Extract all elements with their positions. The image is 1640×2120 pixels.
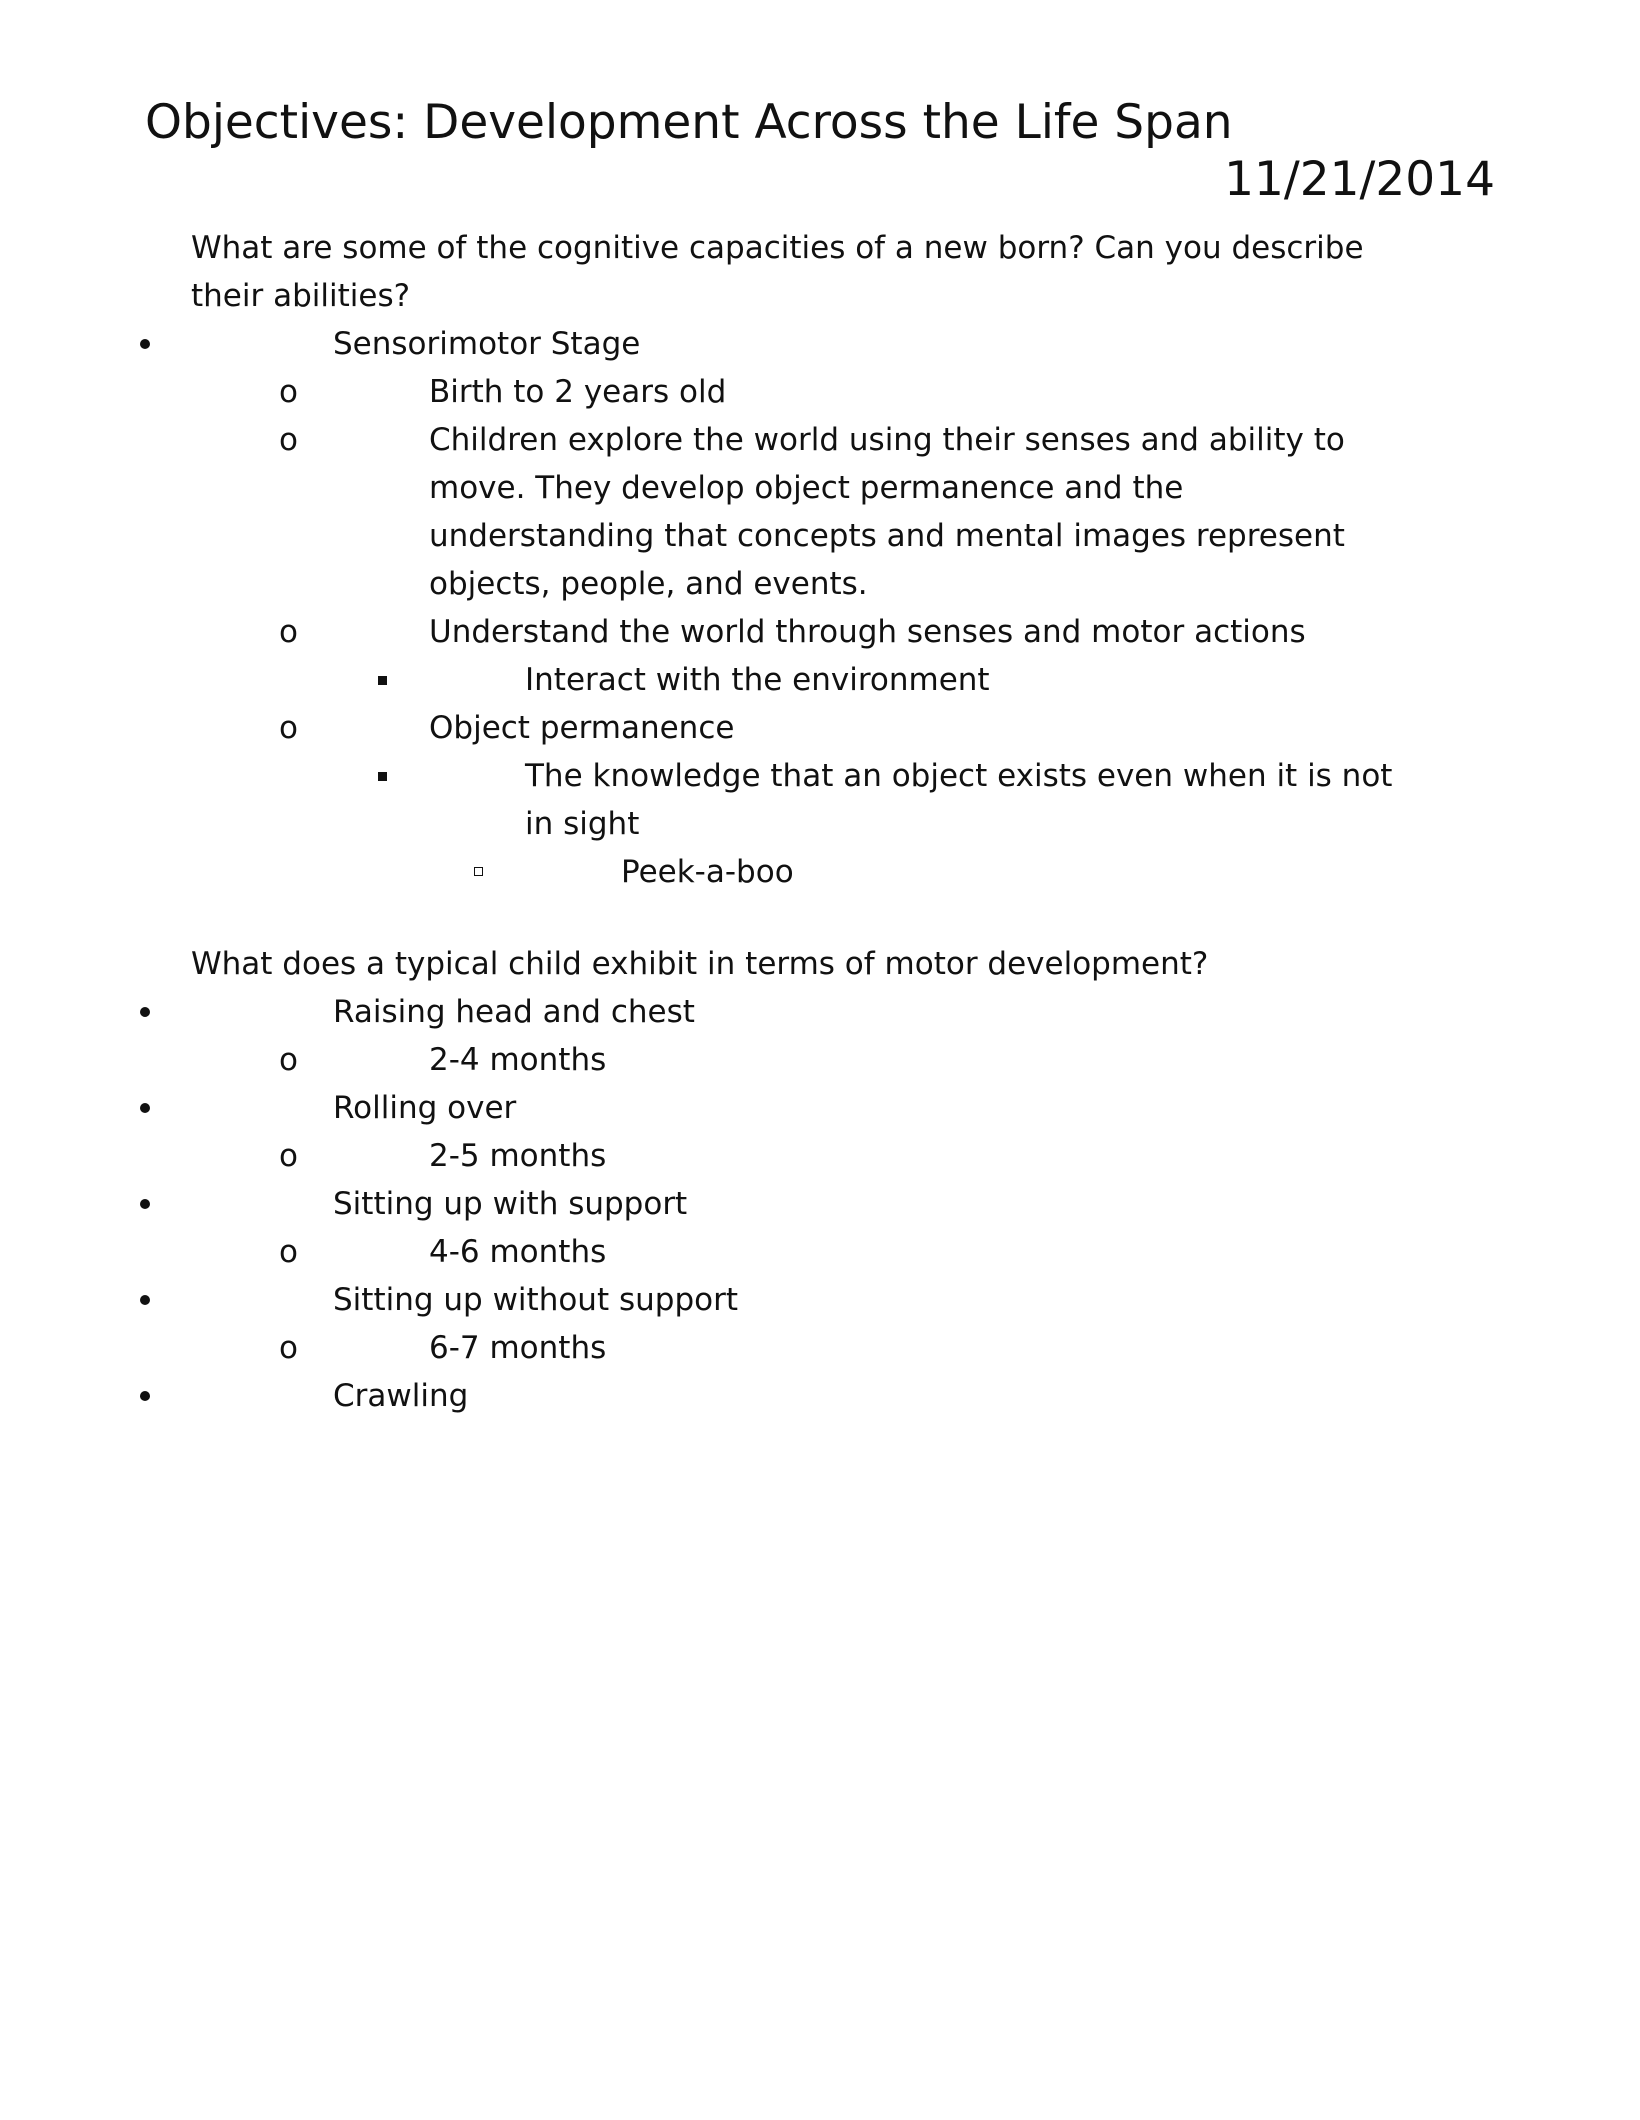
list-item-understand-world	[279, 608, 1451, 704]
understand-sublist	[429, 656, 1451, 704]
list-item-label: 4-6 months	[429, 1234, 607, 1270]
list-item-object-permanence	[279, 704, 1451, 896]
age-sublist	[279, 1324, 1451, 1372]
motor-list	[191, 988, 1451, 1420]
bullet-circle-icon: o	[279, 614, 298, 650]
list-item-sitting-support	[191, 1180, 1451, 1276]
section-motor	[191, 940, 1451, 1420]
list-item-label: 6-7 months	[429, 1330, 607, 1366]
bullet-circle-icon: o	[279, 1042, 298, 1078]
list-item-label: 2-4 months	[429, 1042, 607, 1078]
bullet-dot-icon	[140, 1199, 150, 1209]
list-item-interact	[429, 656, 1451, 704]
list-item-label: Crawling	[333, 1378, 469, 1414]
bullet-dot-icon	[140, 1391, 150, 1401]
list-item-rolling-over	[191, 1084, 1451, 1180]
list-item-peekaboo	[525, 848, 1451, 896]
list-item-explore-world	[279, 416, 1451, 608]
document-date: 11/21/2014	[1224, 152, 1495, 207]
list-item-label: Birth to 2 years old	[429, 374, 727, 410]
bullet-circle-icon: o	[279, 422, 298, 458]
bullet-open-square-icon	[474, 867, 483, 876]
list-item-label: Sitting up with support	[333, 1186, 688, 1222]
knowledge-sublist	[525, 848, 1451, 896]
bullet-circle-icon: o	[279, 710, 298, 746]
section-cognitive	[191, 224, 1451, 896]
list-item-label: The knowledge that an object exists even when it is not in sight	[525, 758, 1393, 842]
list-item-age	[279, 1036, 1451, 1084]
bullet-dot-icon	[140, 1103, 150, 1113]
page-title: Objectives: Development Across the Life Span	[145, 95, 1233, 150]
cognitive-list	[191, 320, 1451, 896]
list-item-label: Raising head and chest	[333, 994, 695, 1030]
list-item-label: Rolling over	[333, 1090, 517, 1126]
list-item-sensorimotor	[191, 320, 1451, 896]
bullet-square-icon	[378, 676, 387, 685]
list-item-label: Sitting up without support	[333, 1282, 738, 1318]
list-item-label: Object permanence	[429, 710, 735, 746]
list-item-label: Interact with the environment	[525, 662, 990, 698]
bullet-dot-icon	[140, 1295, 150, 1305]
list-item-birth-to-2	[279, 368, 1451, 416]
bullet-dot-icon	[140, 1007, 150, 1017]
bullet-circle-icon: o	[279, 1234, 298, 1270]
age-sublist	[279, 1036, 1451, 1084]
list-item-label: Understand the world through senses and motor actions	[429, 614, 1306, 650]
list-item-knowledge	[429, 752, 1451, 896]
sensorimotor-sublist	[279, 368, 1451, 896]
bullet-circle-icon: o	[279, 1138, 298, 1174]
list-item-age	[279, 1324, 1451, 1372]
age-sublist	[279, 1228, 1451, 1276]
bullet-dot-icon	[140, 339, 150, 349]
permanence-sublist	[429, 752, 1451, 896]
list-item-crawling	[191, 1372, 1451, 1420]
list-item-age	[279, 1228, 1451, 1276]
list-item-label: Sensorimotor Stage	[333, 326, 641, 362]
bullet-circle-icon: o	[279, 374, 298, 410]
list-item-age	[279, 1132, 1451, 1180]
bullet-square-icon	[378, 772, 387, 781]
list-item-raising-head	[191, 988, 1451, 1084]
list-item-label: 2-5 months	[429, 1138, 607, 1174]
age-sublist	[279, 1132, 1451, 1180]
list-item-label: Children explore the world using their senses and ability to move. They develop object permanence and the understanding that concepts and mental images represent objects, people, and events.	[429, 422, 1345, 602]
list-item-sitting-no-support	[191, 1276, 1451, 1372]
list-item-label: Peek-a-boo	[621, 854, 794, 890]
bullet-circle-icon: o	[279, 1330, 298, 1366]
question-motor: What does a typical child exhibit in terms of motor development?	[191, 946, 1209, 982]
question-cognitive: What are some of the cognitive capacities of a new born? Can you describe their abilities?	[191, 230, 1364, 314]
